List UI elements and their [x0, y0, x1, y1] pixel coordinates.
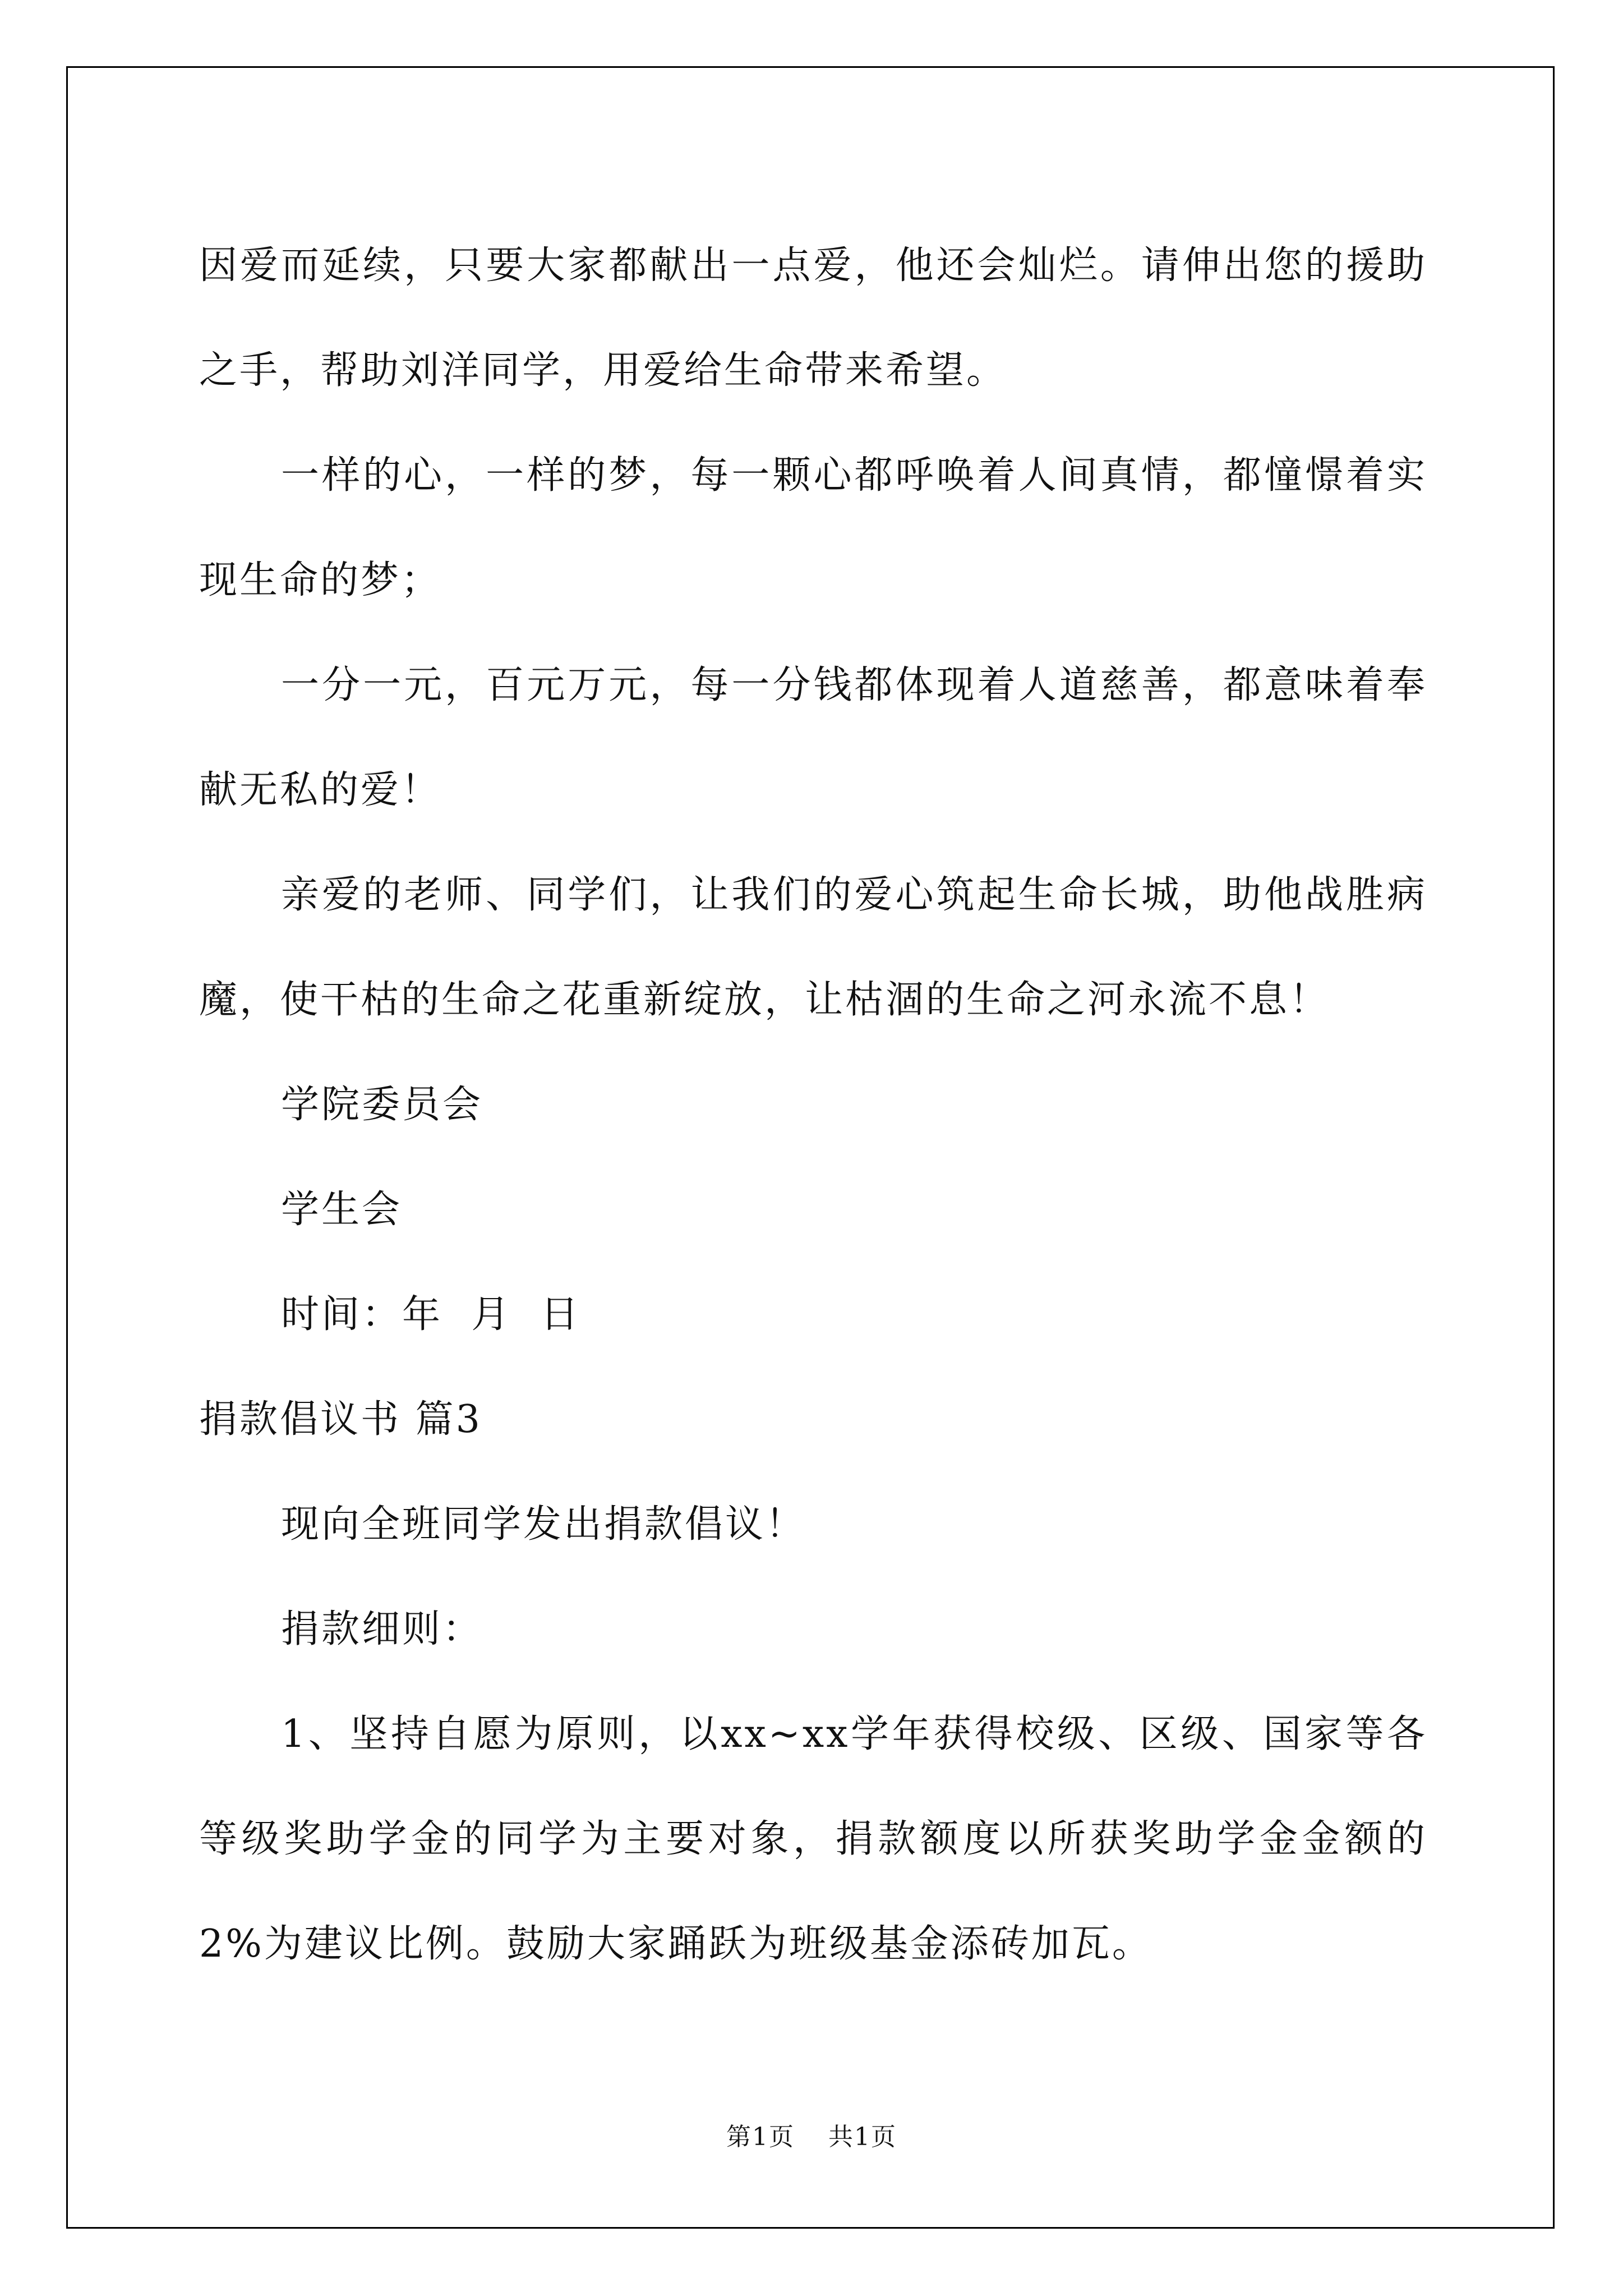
paragraph-2: 一样的心，一样的梦，每一颗心都呼唤着人间真情，都憧憬着实现生命的梦；	[199, 453, 1427, 602]
paragraph-1: 因爱而延续，只要大家都献出一点爱，他还会灿烂。请伸出您的援助之手，帮助刘洋同学，用爱给生命带来希望。	[199, 243, 1427, 393]
section-paragraph-3: 1、坚持自愿为原则，以xx~xx学年获得校级、区级、国家等各等级奖助学金的同学为主要对象，捐款额度以所获奖助学金金额的2%为建议比例。鼓励大家踊跃为班级基金添砖加瓦。	[199, 1712, 1427, 1966]
signature-date: 时间：年 月 日	[281, 1292, 581, 1337]
signature-student-union: 学生会	[281, 1188, 403, 1232]
page-footer	[0, 2120, 1623, 2154]
paragraph-4: 亲爱的老师、同学们，让我们的爱心筑起生命长城，助他战胜病魔，使干枯的生命之花重新绽放，让枯涸的生命之河永流不息！	[199, 873, 1427, 1022]
paragraph-3: 一分一元，百元万元，每一分钱都体现着人道慈善，都意味着奉献无私的爱！	[199, 663, 1427, 812]
section-paragraph-2: 捐款细则：	[281, 1607, 483, 1651]
document-body	[199, 213, 1427, 1996]
signature-committee: 学院委员会	[281, 1083, 483, 1127]
page-total: 共1页	[828, 2123, 897, 2151]
section-paragraph-1: 现向全班同学发出捐款倡议！	[281, 1502, 806, 1547]
section-heading: 捐款倡议书 篇3	[199, 1397, 482, 1442]
page-number: 第1页	[726, 2123, 795, 2151]
